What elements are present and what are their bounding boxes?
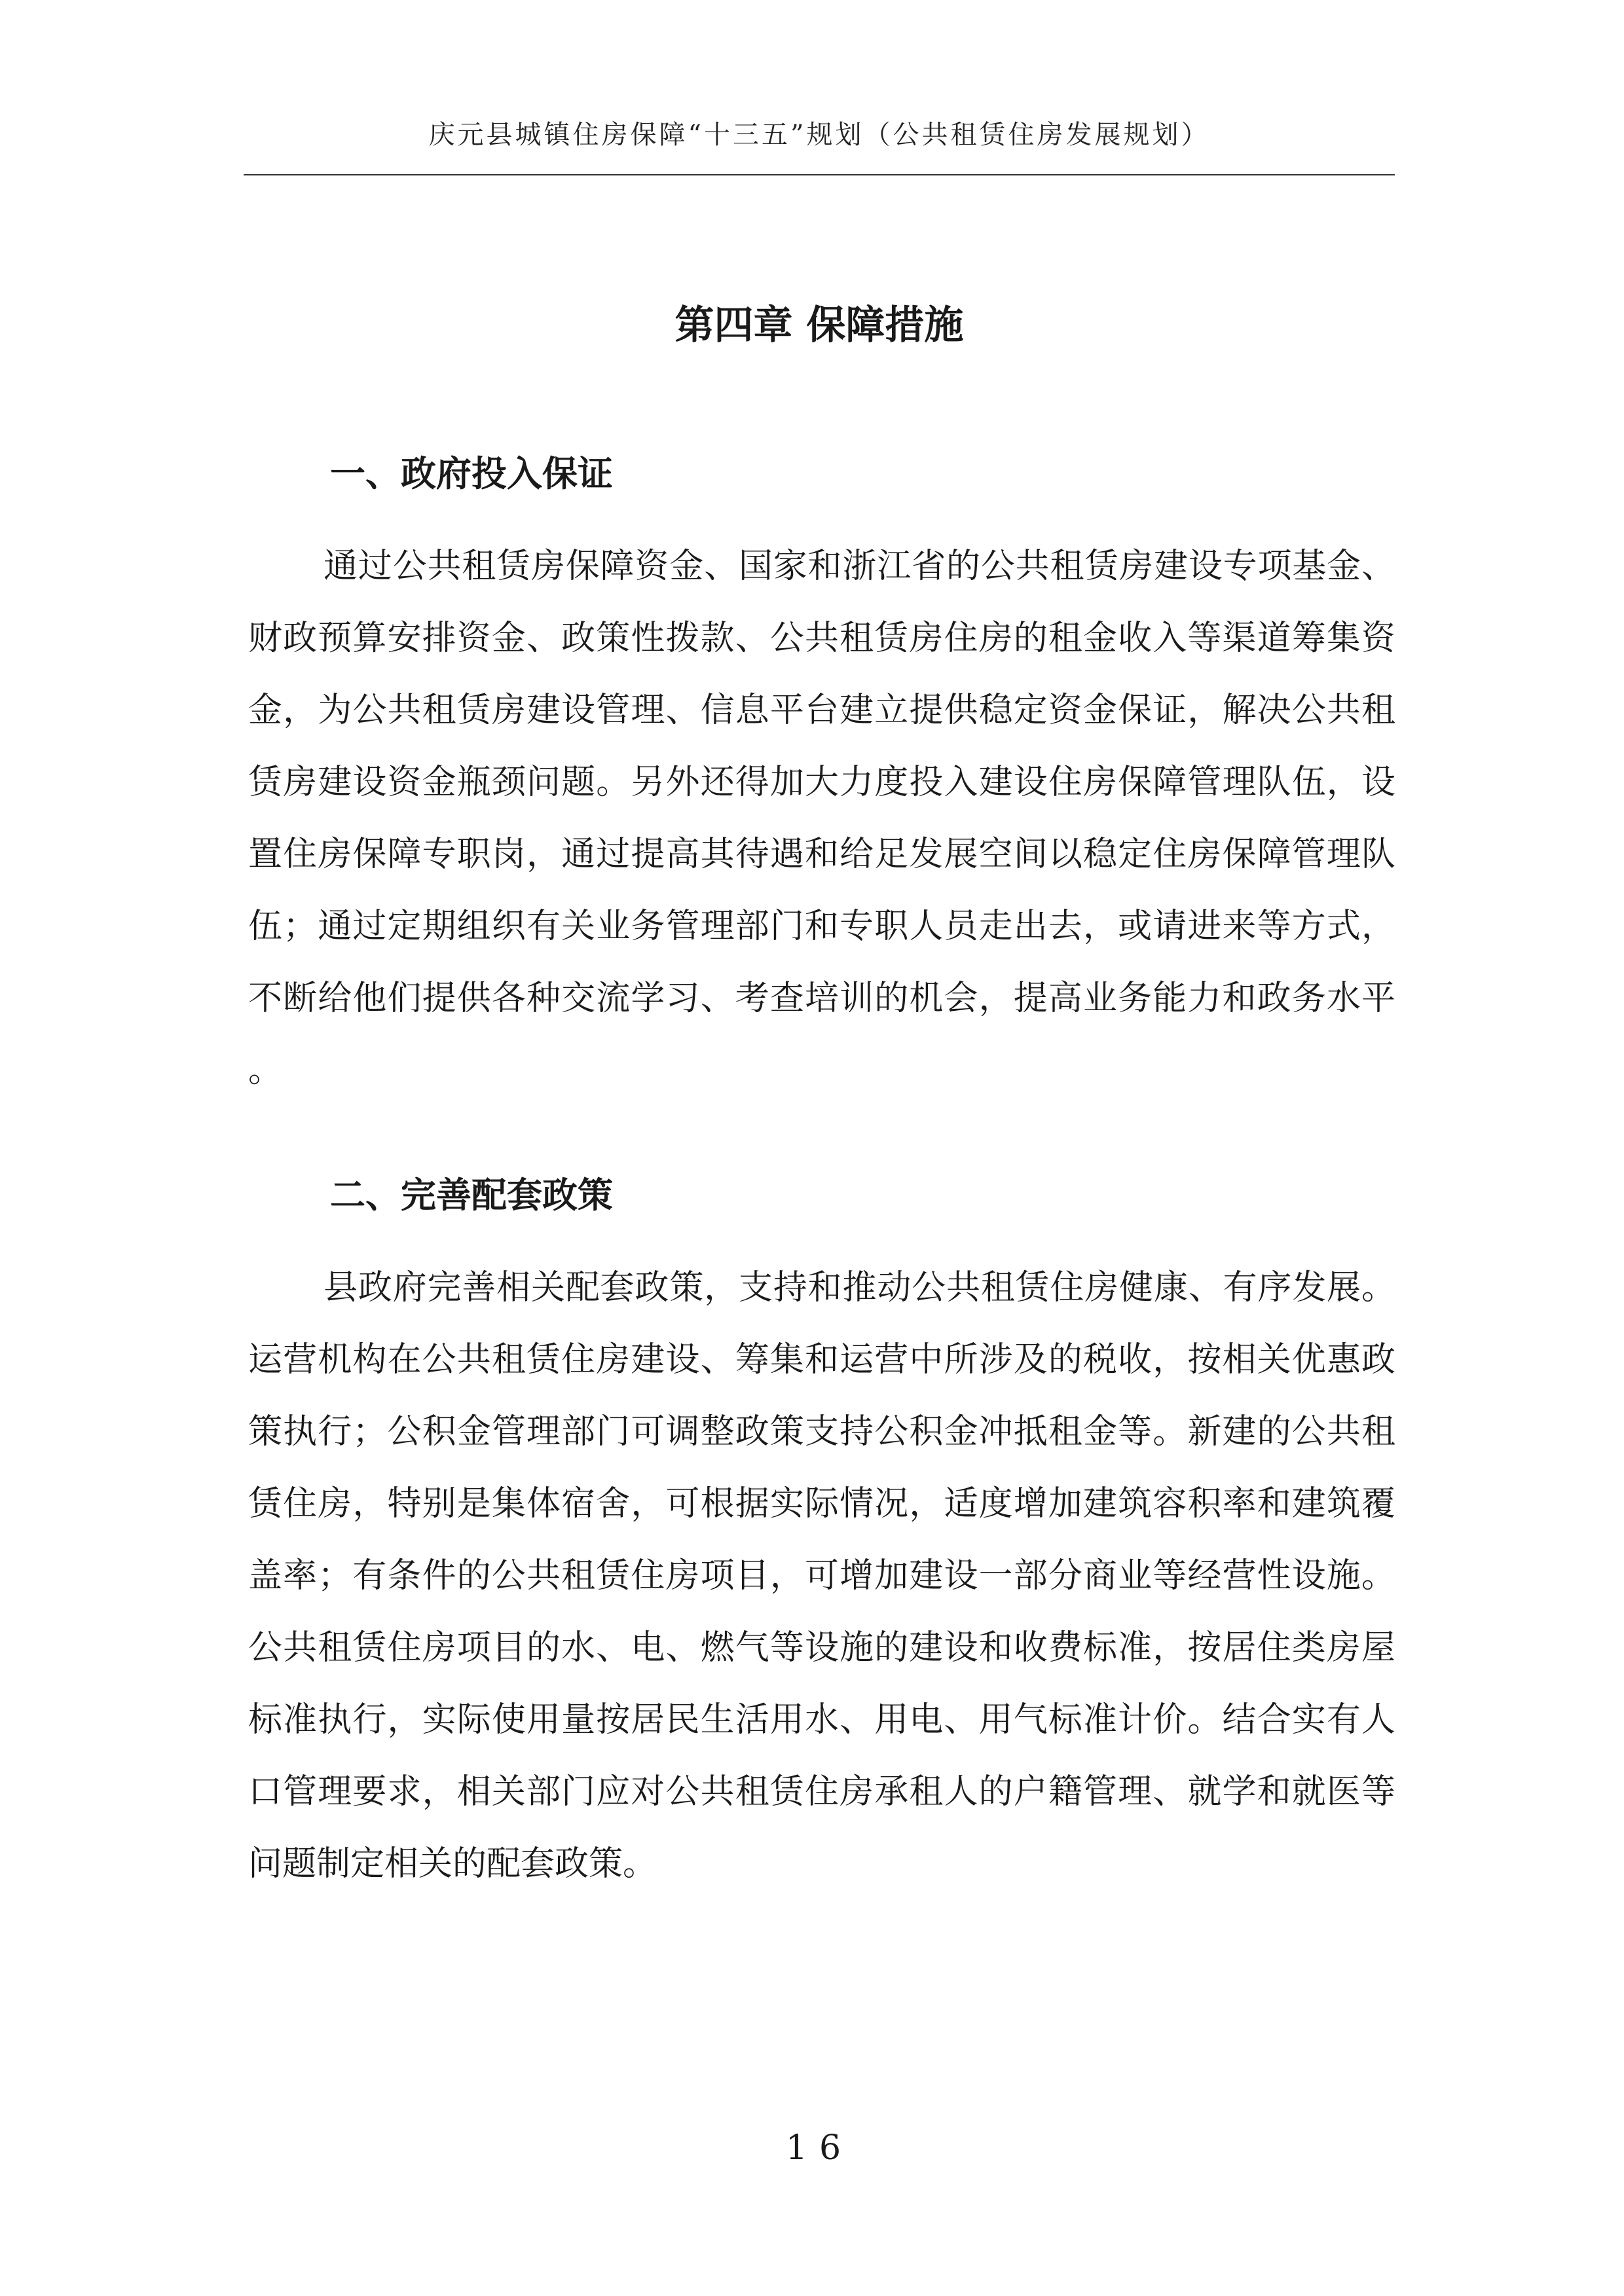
header-divider	[244, 174, 1395, 175]
section-body-government-investment: 通过公共租赁房保障资金、国家和浙江省的公共租赁房建设专项基金、财政预算安排资金、政策性拨款、公共租赁房住房的租金收入等渠道筹集资金，为公共租赁房建设管理、信息平台建立提供稳定资金保证，解决公共租赁房建设资金瓶颈问题。另外还得加大力度投入建设住房保障管理队伍，设置住房保障专职岗，通过提高其待遇和给足发展空间以稳定住房保障管理队伍；通过定期组织有关业务管理部门和专职人员走出去，或请进来等方式，不断给他们提供各种交流学习、考查培训的机会，提高业务能力和政务水平。	[248, 547, 1395, 1090]
section-heading-government-investment: 一、政府投入保证	[330, 453, 613, 494]
running-header: 庆元县城镇住房保障“十三五”规划（公共租赁住房发展规划）	[428, 120, 1210, 150]
page-number: 16	[785, 2128, 853, 2168]
section-heading-supporting-policies: 二、完善配套政策	[330, 1175, 613, 1216]
section-body-supporting-policies: 县政府完善相关配套政策，支持和推动公共租赁住房健康、有序发展。运营机构在公共租赁住房建设、筹集和运营中所涉及的税收，按相关优惠政策执行；公积金管理部门可调整政策支持公积金冲抵租金等。新建的公共租赁住房，特别是集体宿舍，可根据实际情况，适度增加建筑容积率和建筑覆盖率；有条件的公共租赁住房项目，可增加建设一部分商业等经营性设施。公共租赁住房项目的水、电、燃气等设施的建设和收费标准，按居住类房屋标准执行，实际使用量按居民生活用水、用电、用气标准计价。结合实有人口管理要求，相关部门应对公共租赁住房承租人的户籍管理、就学和就医等问题制定相关的配套政策。	[248, 1268, 1395, 1884]
chapter-title: 第四章 保障措施	[674, 302, 964, 348]
